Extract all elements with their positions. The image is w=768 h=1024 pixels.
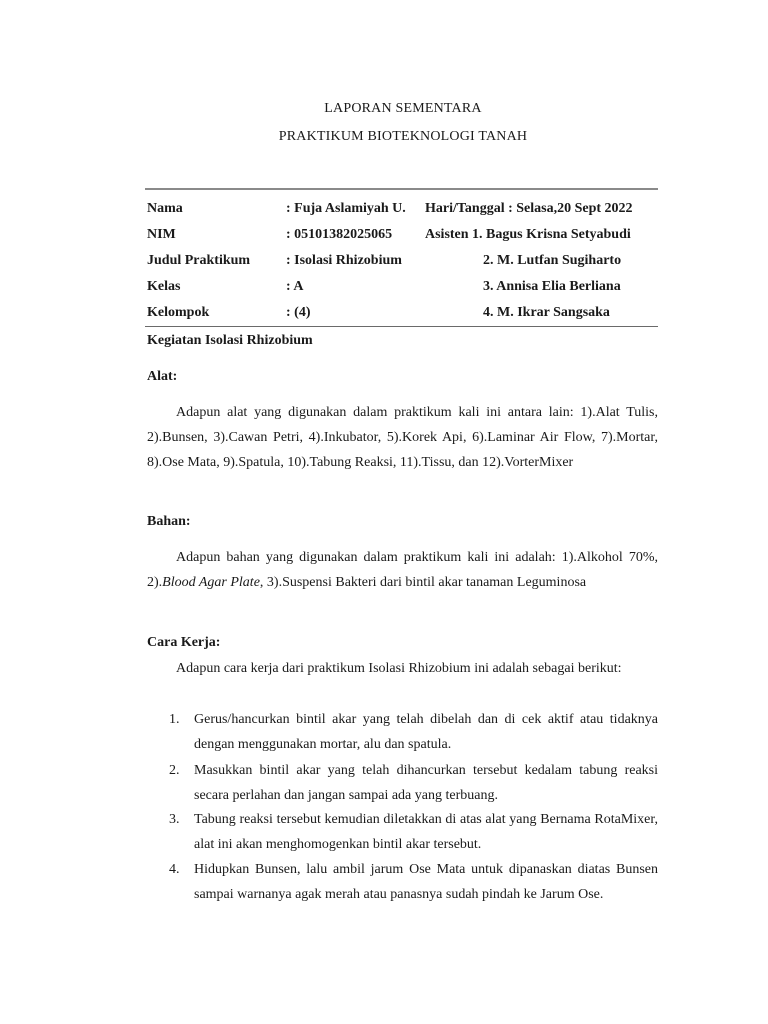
info-label-kelompok: Kelompok <box>147 305 210 320</box>
info-value-kelas: : A <box>286 279 304 294</box>
info-right-hari-tanggal: Hari/Tanggal : Selasa,20 Sept 2022 <box>425 201 633 216</box>
list-item-number: 1. <box>169 712 180 727</box>
info-label-nama: Nama <box>147 201 183 216</box>
list-item-number: 2. <box>169 763 180 778</box>
list-item-number: 4. <box>169 862 180 877</box>
section-bahan-heading: Bahan: <box>147 514 191 529</box>
list-item-text: Masukkan bintil akar yang telah dihancurkan tersebut kedalam tabung reaksi secara perlahan dan jangan sampai ada yang terbuang. <box>194 763 658 803</box>
info-right-asisten-1: Asisten 1. Bagus Krisna Setyabudi <box>425 227 631 242</box>
info-value-judul: : Isolasi Rhizobium <box>286 253 402 268</box>
info-value-nim: : 05101382025065 <box>286 227 393 242</box>
info-right-asisten-4: 4. M. Ikrar Sangsaka <box>483 305 610 320</box>
report-title: LAPORAN SEMENTARA <box>324 101 482 116</box>
list-item-text: Tabung reaksi tersebut kemudian diletakkan di atas alat yang Bernama RotaMixer, alat ini akan menghomogenkan bintil akar tersebut. <box>194 812 658 852</box>
info-label-judul: Judul Praktikum <box>147 253 251 268</box>
bahan-text-post: , 3).Suspensi Bakteri dari bintil akar tanaman Leguminosa <box>259 575 587 590</box>
info-value-kelompok: : (4) <box>286 305 311 320</box>
bahan-text-italic: Blood Agar Plate <box>162 575 260 590</box>
cara-intro-paragraph <box>147 656 658 681</box>
list-item-text: Gerus/hancurkan bintil akar yang telah dibelah dan di cek aktif atau tidaknya dengan menggunakan mortar, alu dan spatula. <box>194 712 658 752</box>
section-cara-kerja-heading: Cara Kerja: <box>147 635 221 650</box>
bahan-text-pre: Adapun bahan yang digunakan dalam praktikum kali ini adalah: 1).Alkohol 70%, 2). <box>147 550 658 590</box>
table-top-rule <box>145 188 658 190</box>
list-item-number: 3. <box>169 812 180 827</box>
info-value-nama: : Fuja Aslamiyah U. <box>286 201 406 216</box>
section-kegiatan-heading: Kegiatan Isolasi Rhizobium <box>147 333 313 348</box>
bahan-paragraph <box>147 545 658 595</box>
info-label-nim: NIM <box>147 227 176 242</box>
info-right-asisten-2: 2. M. Lutfan Sugiharto <box>483 253 622 268</box>
alat-paragraph <box>147 400 658 475</box>
section-alat-heading: Alat: <box>147 369 178 384</box>
info-right-asisten-3: 3. Annisa Elia Berliana <box>483 279 621 294</box>
report-subtitle: PRAKTIKUM BIOTEKNOLOGI TANAH <box>278 129 528 144</box>
info-label-kelas: Kelas <box>147 279 181 294</box>
table-bottom-rule <box>145 326 658 327</box>
alat-text: Adapun alat yang digunakan dalam praktikum kali ini antara lain: 1).Alat Tulis, 2).Bunsen, 3).Cawan Petri, 4).Inkubator, 5).Korek Api, 6).Laminar Air Flow, 7).Mortar, 8).Ose Mata, 9).Spatula, 10).Tabung Reaksi, 11).Tissu, dan 12).VorterMixer <box>147 405 658 470</box>
cara-intro-text: Adapun cara kerja dari praktikum Isolasi Rhizobium ini adalah sebagai berikut: <box>176 661 622 676</box>
list-item-text: Hidupkan Bunsen, lalu ambil jarum Ose Mata untuk dipanaskan diatas Bunsen sampai warnanya agak merah atau panasnya sudah pindah ke Jarum Ose. <box>194 862 658 902</box>
